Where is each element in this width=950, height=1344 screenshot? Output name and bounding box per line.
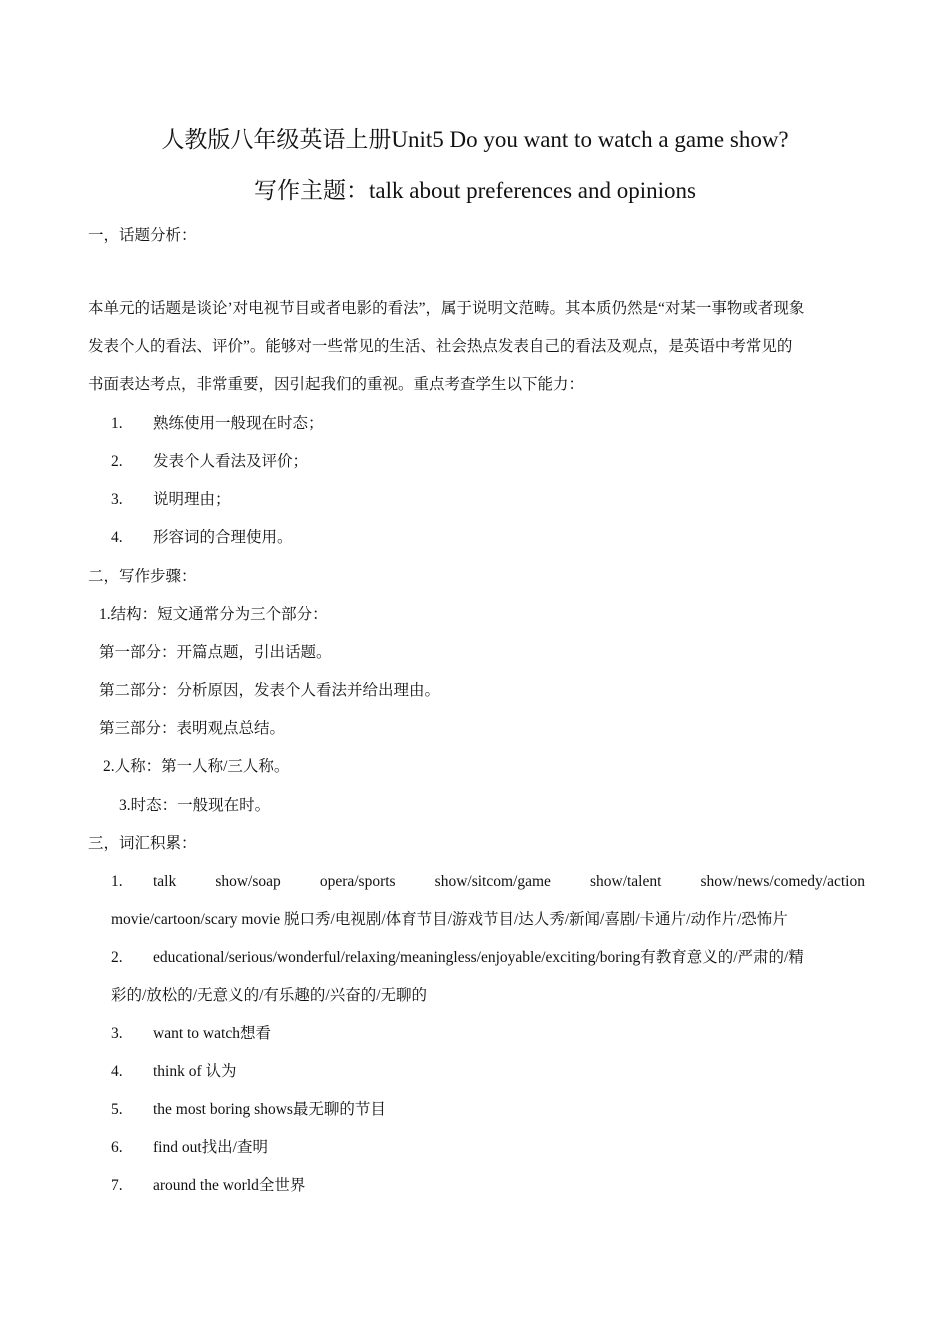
list-text: 说明理由； [153,491,231,508]
paragraph-line: 书面表达考点，非常重要，因引起我们的重视。重点考查学生以下能力： [88,376,585,393]
paragraph-line: 发表个人的看法、评价”。能够对一些常见的生活、社会热点发表自己的看法及观点，是英语中考常见的 [88,338,793,355]
list-text: educational/serious/wonderful/relaxing/meaningless/enjoyable/exciting/boring有教育意义的/严肃的/精 [153,949,804,966]
list-text-continuation: movie/cartoon/scary movie 脱口秀/电视剧/体育节目/游戏节目/达人秀/新闻/喜剧/卡通片/动作片/恐怖片 [111,911,788,928]
section-heading-writing-steps: 二，写作步骤： [88,568,197,585]
list-number: 4. [111,529,123,546]
structure-line: 1.结构：短文通常分为三个部分： [99,606,328,623]
paragraph-line: 本单元的话题是谈论’对电视节目或者电影的看法”，属于说明文范畴。其本质仍然是“对某一事物或者现象 [88,300,805,317]
list-text [153,871,865,893]
list-number: 4. [111,1063,123,1080]
list-text: around the world全世界 [153,1177,306,1194]
part-two-line: 第二部分：分析原因，发表个人看法并给出理由。 [99,682,441,699]
list-text: 熟练使用一般现在时态； [153,415,324,432]
list-text-continuation: 彩的/放松的/无意义的/有乐趣的/兴奋的/无聊的 [111,987,428,1004]
section-heading-topic-analysis: 一，话题分析： [88,227,197,244]
vocab-word: talk [153,873,177,890]
list-number: 3. [111,491,123,508]
list-text: the most boring shows最无聊的节目 [153,1101,386,1118]
list-number: 7. [111,1177,123,1194]
list-number: 2. [111,453,123,470]
list-number: 2. [111,949,123,966]
list-number: 1. [111,873,123,890]
list-number: 1. [111,415,123,432]
list-number: 6. [111,1139,123,1156]
list-number: 5. [111,1101,123,1118]
vocab-word: show/news/comedy/action [700,873,865,890]
vocab-word: show/talent [589,873,662,890]
vocab-word: show/sitcom/game [434,873,551,890]
vocab-word: opera/sports [319,873,396,890]
tense-line: 3.时态：一般现在时。 [119,797,271,814]
part-three-line: 第三部分：表明观点总结。 [99,720,286,737]
section-heading-vocabulary: 三，词汇积累： [88,835,197,852]
vocab-word: show/soap [215,873,281,890]
list-text: find out找出/查明 [153,1139,268,1156]
document-title: 人教版八年级英语上册Unit5 Do you want to watch a game show? [161,127,789,152]
person-line: 2.人称：第一人称/三人称。 [103,758,290,775]
list-text: 形容词的合理使用。 [153,529,293,546]
part-one-line: 第一部分：开篇点题，引出话题。 [99,644,332,661]
list-text: want to watch想看 [153,1025,271,1042]
list-text: 发表个人看法及评价； [153,453,309,470]
list-number: 3. [111,1025,123,1042]
document-subtitle: 写作主题：talk about preferences and opinions [254,178,696,203]
list-text: think of 认为 [153,1063,237,1080]
